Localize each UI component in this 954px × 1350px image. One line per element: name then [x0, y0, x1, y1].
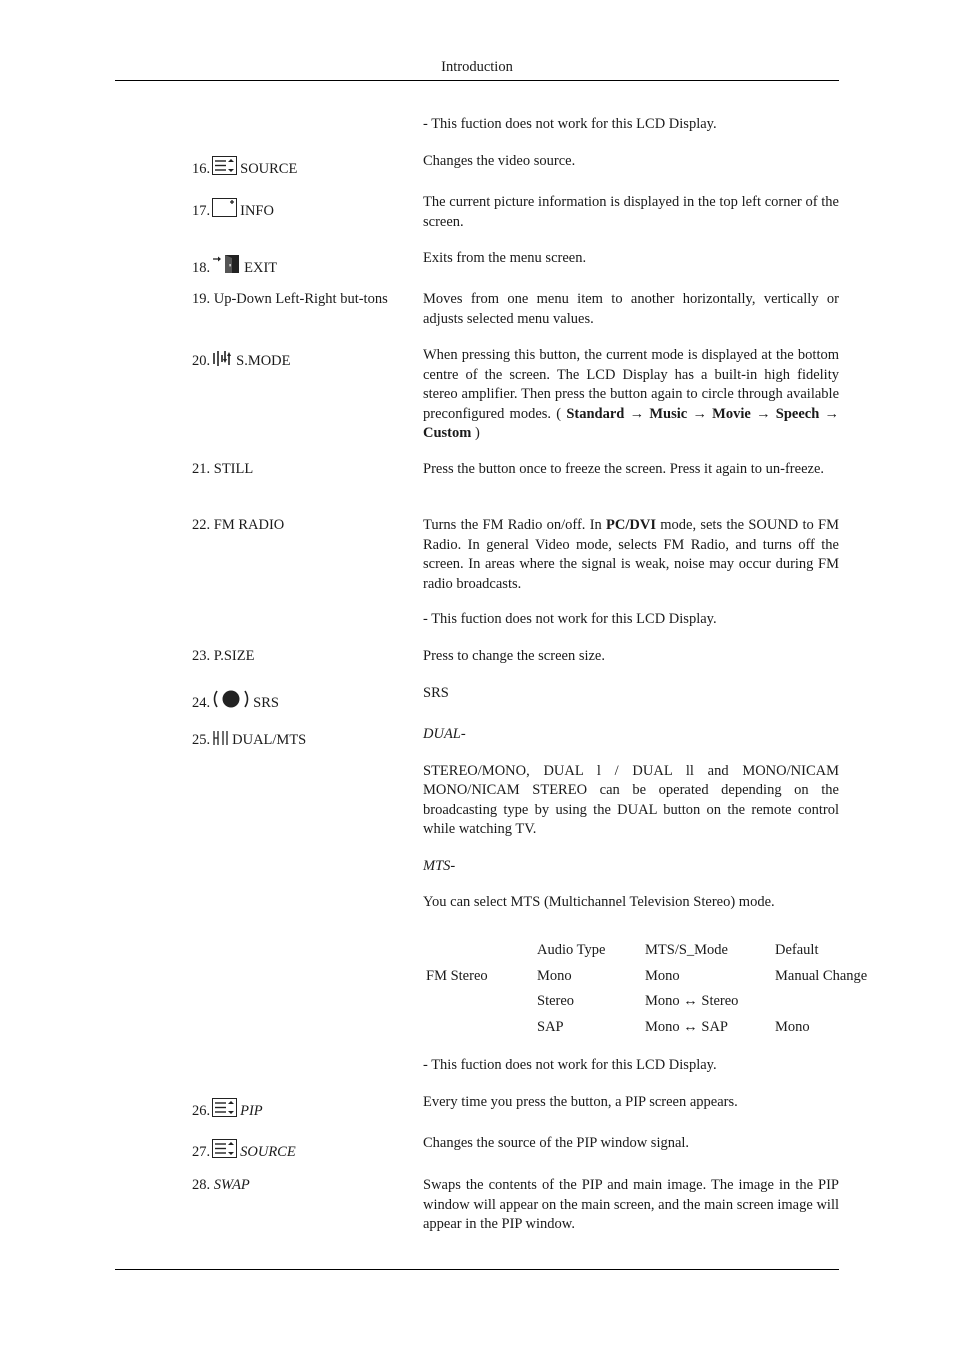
info-icon — [212, 198, 237, 217]
footer-divider — [115, 1269, 839, 1270]
table-row: Stereo Mono ↔ Stereo — [537, 993, 739, 1010]
item-27-desc: Changes the source of the PIP window signal. — [423, 1135, 690, 1151]
pip-source-icon — [212, 1139, 237, 1158]
item-22-desc: Turns the FM Radio on/off. In PC/DVI mode, sets the SOUND to FM Radio. In general Video mode, selects FM Radio, and turns off the screen. In areas where the signal is weak, noise may occur during FM radio broadcasts. - This fuction does not work for this LCD Display. — [423, 516, 839, 630]
item-23-desc: Press to change the screen size. — [423, 648, 605, 664]
header-divider — [115, 80, 839, 81]
dual-heading: DUAL- — [423, 726, 466, 742]
item-label: 26. PIP — [192, 1098, 395, 1122]
item-18-desc: Exits from the menu screen. — [423, 250, 587, 266]
item-19-desc: Moves from one menu item to another horizontally, vertically or adjusts selected menu values. — [423, 291, 839, 327]
item-label: 17. INFO — [192, 198, 395, 222]
item-28-desc: Swaps the contents of the PIP and main image. The image in the PIP window will appear on the main screen, and the main screen image will appear in the PIP window. — [423, 1177, 839, 1232]
item-16-desc: Changes the video source. — [423, 153, 576, 169]
item-21-label: 21. STILL — [192, 461, 254, 477]
intro-note: - This fuction does not work for this LCD Display. — [423, 116, 717, 132]
item-label: 27. SOURCE — [192, 1139, 395, 1163]
srs-icon — [212, 689, 250, 709]
item-label: 18. EXIT — [192, 254, 395, 279]
mts-mode-table — [423, 938, 885, 1041]
mts-heading: MTS- — [423, 857, 456, 874]
item-22-note: - This fuction does not work for this LCD Display. — [423, 611, 717, 627]
item-20-desc: When pressing this button, the current mode is displayed at the bottom centre of the screen. The LCD Display has a built-in high fidelity stereo amplifier. Then press the button again to circle through available preconfigured modes. ( Standard → Music → Movie → Speech → Custom ) — [423, 347, 840, 441]
item-26-desc: Every time you press the button, a PIP screen appears. — [423, 1094, 738, 1110]
item-25-desc — [423, 725, 839, 913]
item-label: 25. DUAL/MTS — [192, 732, 307, 748]
item-17-desc: The current picture information is displayed in the top left corner of the screen. — [423, 194, 839, 230]
item-label: 16. SOURCE — [192, 156, 395, 180]
table-row: FM Stereo Mono Mono Manual Change — [426, 967, 868, 984]
mts-desc: You can select MTS (Multichannel Television Stereo) mode. — [423, 894, 775, 910]
table-row: SAP Mono ↔ SAP Mono — [537, 1019, 810, 1036]
item-23-label: 23. P.SIZE — [192, 648, 255, 664]
item-19-label: 19. Up-Down Left-Right but-tons — [192, 291, 388, 307]
item-21-desc: Press the button once to freeze the screen. Press it again to un-freeze. — [423, 461, 825, 477]
pip-icon — [212, 1098, 237, 1117]
item-22-label: 22. FM RADIO — [192, 517, 285, 533]
item-label: 20. S.MODE — [192, 350, 395, 372]
sound-mode-icon — [212, 350, 233, 367]
item-24-desc: SRS — [423, 685, 449, 701]
item-label: 28. SWAP — [192, 1177, 250, 1193]
exit-door-icon — [212, 254, 241, 274]
item-label: 24. SRS — [192, 689, 395, 714]
source-list-icon — [212, 156, 237, 175]
table-header-row: Audio Type MTS/S_Mode Default — [537, 942, 819, 959]
page-header-title: Introduction — [441, 59, 513, 75]
item-25-note: - This fuction does not work for this LCD Display. — [423, 1057, 717, 1073]
dual-mts-icon — [212, 730, 229, 746]
dual-desc: STEREO/MONO, DUAL l / DUAL ll and MONO/NICAM MONO/NICAM STEREO can be operated depending on the broadcasting type by using the DUAL button on the remote control while watching TV. — [423, 762, 839, 837]
